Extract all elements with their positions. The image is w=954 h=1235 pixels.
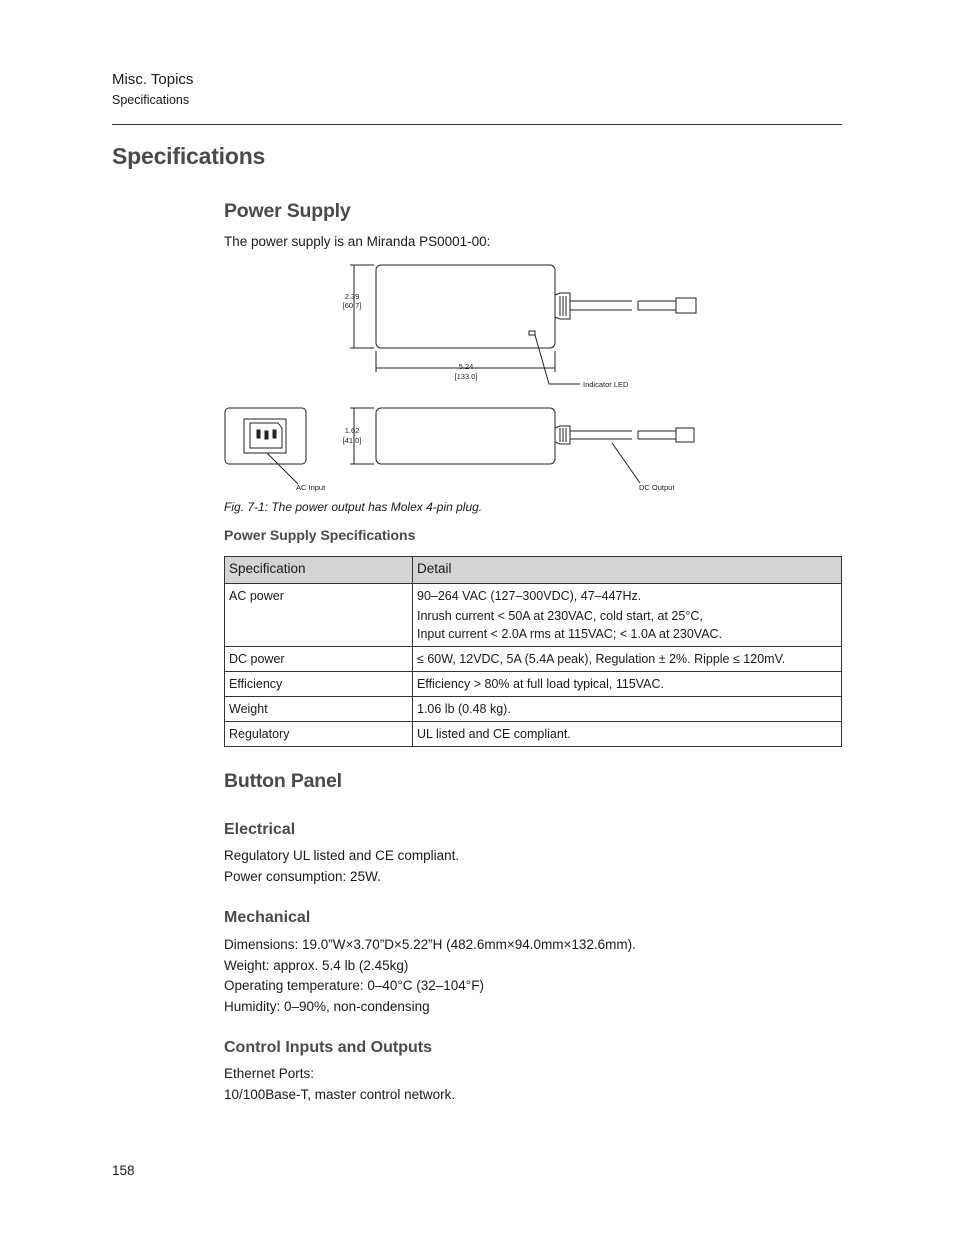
table-cell-spec: Regulatory [225,722,413,747]
table-cell-spec: DC power [225,647,413,672]
electrical-text [224,846,459,887]
button-panel-heading: Button Panel [224,770,342,792]
mechanical-text [224,935,636,1017]
table-row [225,722,842,747]
top-view-body [376,265,555,348]
header-rule [112,124,842,125]
electrical-line: Regulatory UL listed and CE compliant. [224,848,460,863]
table-row [225,672,842,697]
length-mm-label: [133.0] [454,372,478,381]
table-header-cell: Specification [225,557,413,584]
detail-line: 90–264 VAC (127–300VDC), 47–447Hz. [417,589,642,603]
power-supply-diagram [222,258,702,498]
power-supply-heading: Power Supply [224,200,351,222]
indicator-led-label: Indicator LED [583,380,629,389]
mechanical-line: Weight: approx. 5.4 lb (2.45kg) [224,957,409,973]
electrical-line: Power consumption: 25W. [224,868,381,884]
ac-input-label: AC Input [296,483,326,492]
mechanical-line: Humidity: 0–90%, non-condensing [224,998,430,1014]
control-io-line: Ethernet Ports: [224,1066,315,1081]
mechanical-line: Operating temperature: 0–40°C (32–104°F) [224,978,484,993]
mechanical-line: Dimensions: 19.0”W×3.70”D×5.22”H (482.6mm×94.0mm×132.6mm). [224,937,636,952]
table-row [225,584,842,647]
dc-output-label: DC Output [639,483,675,492]
power-supply-intro: The power supply is an Miranda PS0001-00: [224,234,491,249]
length-in-label: 5.24 [458,362,474,371]
table-cell-spec: Efficiency [225,672,413,697]
table-cell-detail: UL listed and CE compliant. [413,722,842,747]
table-cell-detail [413,584,842,647]
height-mm-label: [60.7] [342,301,362,310]
table-header-row [225,557,842,584]
table-title: Power Supply Specifications [224,527,416,543]
control-io-heading: Control Inputs and Outputs [224,1039,432,1056]
detail-line: Input current < 2.0A rms at 115VAC; < 1.0A at 230VAC. [417,627,723,641]
running-header-chapter: Misc. Topics [112,71,194,88]
running-header-section: Specifications [112,93,190,107]
detail-line: Inrush current < 50A at 230VAC, cold start, at 25°C, [417,609,703,623]
page-number: 158 [112,1163,135,1178]
table-cell-detail: ≤ 60W, 12VDC, 5A (5.4A peak), Regulation ± 2%. Ripple ≤ 120mV. [413,647,842,672]
depth-in-label: 1.62 [344,426,360,435]
height-in-label: 2.39 [344,292,360,301]
table-cell-spec: AC power [225,584,413,647]
control-io-text [224,1064,455,1105]
power-supply-spec-table [224,556,842,747]
table-cell-detail: Efficiency > 80% at full load typical, 115VAC. [413,672,842,697]
page-title: Specifications [112,143,266,169]
electrical-heading: Electrical [224,821,296,838]
side-view-body [376,408,555,464]
table-cell-spec: Weight [225,697,413,722]
table-row [225,647,842,672]
depth-mm-label: [41.0] [342,436,362,445]
table-header-cell: Detail [413,557,842,584]
table-cell-detail: 1.06 lb (0.48 kg). [413,697,842,722]
table-row [225,697,842,722]
mechanical-heading: Mechanical [224,909,311,926]
figure-caption: Fig. 7-1: The power output has Molex 4-pin plug. [224,500,483,514]
control-io-line: 10/100Base-T, master control network. [224,1086,456,1102]
